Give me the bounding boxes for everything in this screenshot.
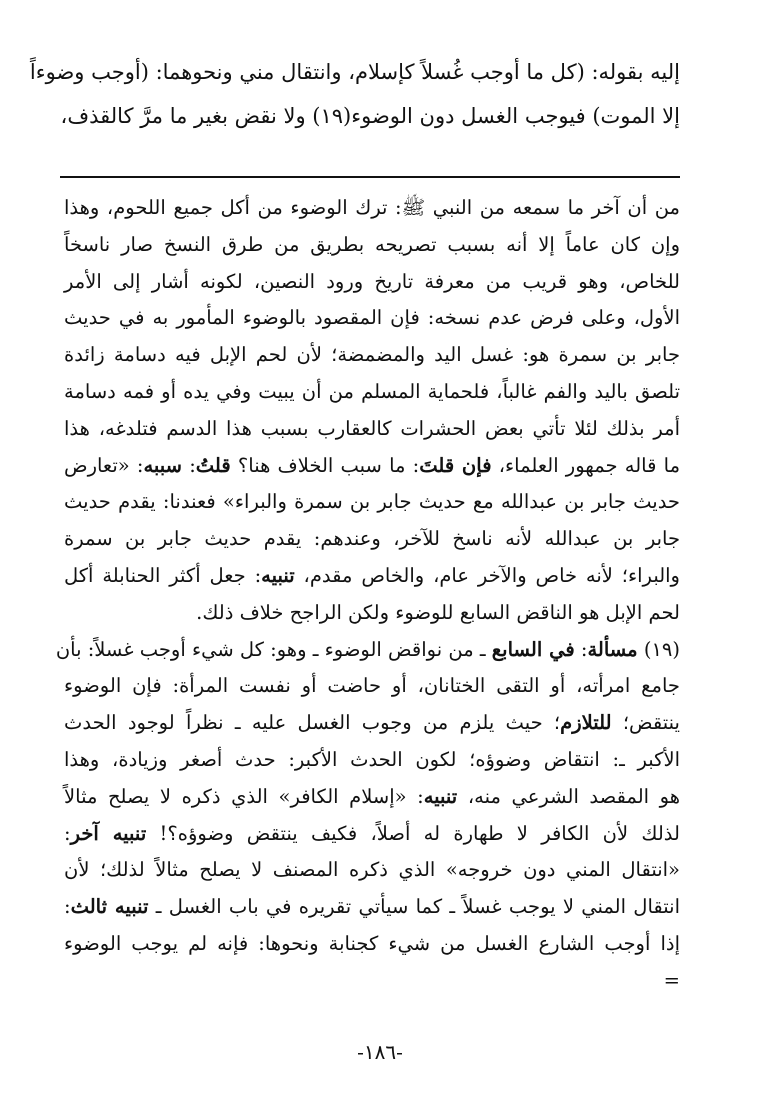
footnote-bold-term: تنبيه ثالث: [70, 895, 149, 919]
footnote-line: [55, 632, 680, 669]
footnote-line: [64, 264, 680, 301]
footnote-text: : جعل أكثر الحنابلة أكل: [64, 563, 262, 587]
footnote-text: :: [182, 453, 196, 477]
footnote-line: [64, 484, 680, 521]
footnote-text: ـ من نواقض الوضوء ـ وهو: كل شيء أوجب غسلاً: بأن: [55, 637, 492, 661]
footnote-text: أمر بذلك لئلا تأتي بعض الحشرات كالعقارب بسبب هذا الدسم فتلدغه، هذا: [64, 416, 680, 440]
footnote-text: : «إسلام الكافر» الذي ذكره لا يصلح مثالاً: [64, 784, 424, 808]
footnote-line: [64, 595, 680, 632]
footnote-line: [64, 521, 680, 558]
main-text: [29, 50, 680, 138]
footnote-line: [64, 816, 680, 853]
footnotes: [55, 190, 681, 1000]
footnote-line: [64, 742, 680, 779]
footnote-bold-term: في السابع: [491, 637, 575, 661]
footnote-line: [64, 705, 680, 742]
main-text-line: إليه بقوله: (كل ما أوجب غُسلاً كإسلام، وانتقال مني ونحوهما: (أوجب وضوءاً: [29, 60, 680, 84]
footnote-bold-term: مسألة: [587, 637, 638, 661]
footnote-line: [64, 889, 680, 926]
footnote-separator: [60, 176, 680, 178]
footnote-line: [64, 963, 680, 1000]
footnote-bold-term: سببه: [143, 453, 183, 477]
footnote-text: لحم الإبل هو الناقض السابع للوضوء ولكن الراجح خلاف ذلك.: [196, 600, 680, 624]
footnote-text: : «تعارض: [64, 453, 144, 477]
footnote-line: [64, 558, 680, 595]
footnote-bold-term: للتلازم: [560, 711, 612, 735]
footnote-text: تلصق باليد والفم غالباً، فلحماية المسلم من أن يبيت وفي يده أو فمه دسامة: [64, 379, 680, 403]
footnote-text: هو المقصد الشرعي منه،: [457, 784, 680, 808]
main-text-line: إلا الموت) فيوجب الغسل دون الوضوء(١٩) ولا نقض بغير ما مرَّ كالقذف،: [60, 104, 680, 128]
footnote-line: [64, 374, 680, 411]
footnote-text: (١٩): [637, 637, 680, 661]
footnote-line: [64, 190, 680, 227]
footnote-bold-term: فإن قلتَ: [419, 453, 492, 477]
footnote-line: [64, 668, 680, 705]
footnote-bold-term: تنبيه آخر: [70, 821, 147, 845]
footnote-text: انتقال المني لا يوجب غسلاً ـ كما سيأتي تقريره في باب الغسل ـ: [148, 895, 680, 919]
footnote-text: ما قاله جمهور العلماء،: [491, 453, 681, 477]
footnote-line: [64, 227, 680, 264]
footnote-text: ؛ حيث يلزم من وجوب الغسل عليه ـ نظراً لوجود الحدث: [64, 711, 561, 735]
footnote-text: :: [64, 821, 71, 845]
footnote-line: [64, 300, 680, 337]
footnote-text: الأول، وعلى فرض عدم نسخه: فإن المقصود بالوضوء المأمور به في حديث: [64, 306, 680, 330]
footnote-bold-term: قلتُ: [195, 453, 231, 477]
footnote-text: :: [574, 637, 588, 661]
footnote-text: إذا أوجب الشارع الغسل من شيء كجنابة ونحوها: فإنه لم يوجب الوضوء: [64, 931, 680, 955]
footnote-text: «انتقال المني دون خروجه» الذي ذكره المصنف لا يصلح مثالاً لذلك؛ لأن: [64, 858, 680, 882]
page-number: -١٨٦-: [357, 1040, 403, 1064]
footnote-text: حديث جابر بن عبدالله مع حديث جابر بن سمرة والبراء» فعندنا: يقدم حديث: [64, 490, 680, 514]
footnote-text: والبراء؛ لأنه خاص والآخر عام، والخاص مقدم،: [294, 563, 680, 587]
footnote-text: ينتقض؛: [611, 711, 680, 735]
footnote-line: [64, 852, 680, 889]
footnote-text: الأكبر ـ: انتقاض وضوؤه؛ لكون الحدث الأكبر: حدث أصغر وزيادة، وهذا: [64, 747, 680, 771]
footnote-text: جابر بن سمرة هو: غسل اليد والمضمضة؛ لأن لحم الإبل فيه دسامة زائدة: [64, 343, 680, 367]
footnote-text: من أن آخر ما سمعه من النبي ﷺ: ترك الوضوء من أكل جميع اللحوم، وهذا: [64, 196, 680, 219]
footnote-text: : ما سبب الخلاف هنا؟: [230, 453, 420, 477]
footnote-text: جابر بن عبدالله لأنه ناسخ للآخر، وعندهم: يقدم حديث جابر بن سمرة: [64, 527, 680, 551]
footnote-text: =: [663, 968, 680, 992]
footnote-line: [64, 337, 680, 374]
footnote-text: لذلك لأن الكافر لا طهارة له أصلاً، فكيف ينتقض وضوؤه؟!: [146, 821, 680, 845]
footnote-line: [64, 779, 680, 816]
footnote-line: [64, 411, 680, 448]
footnote-text: :: [64, 895, 71, 919]
footnote-bold-term: تنبيه: [423, 784, 458, 808]
footnote-text: وإن كان عاماً إلا أنه بسبب تصريحه بطريق من طرق النسخ صار ناسخاً: [64, 232, 680, 256]
footnote-text: جامع امرأته، أو التقى الختانان، أو حاضت أو نفست المرأة: فإن الوضوء: [64, 674, 680, 698]
footnote-line: [64, 448, 680, 485]
footnote-text: للخاص، وهو قريب من معرفة تاريخ ورود النصين، لكونه أشار إلى الأمر: [64, 269, 680, 293]
footnote-line: [64, 926, 680, 963]
footnote-bold-term: تنبيه: [261, 563, 295, 587]
